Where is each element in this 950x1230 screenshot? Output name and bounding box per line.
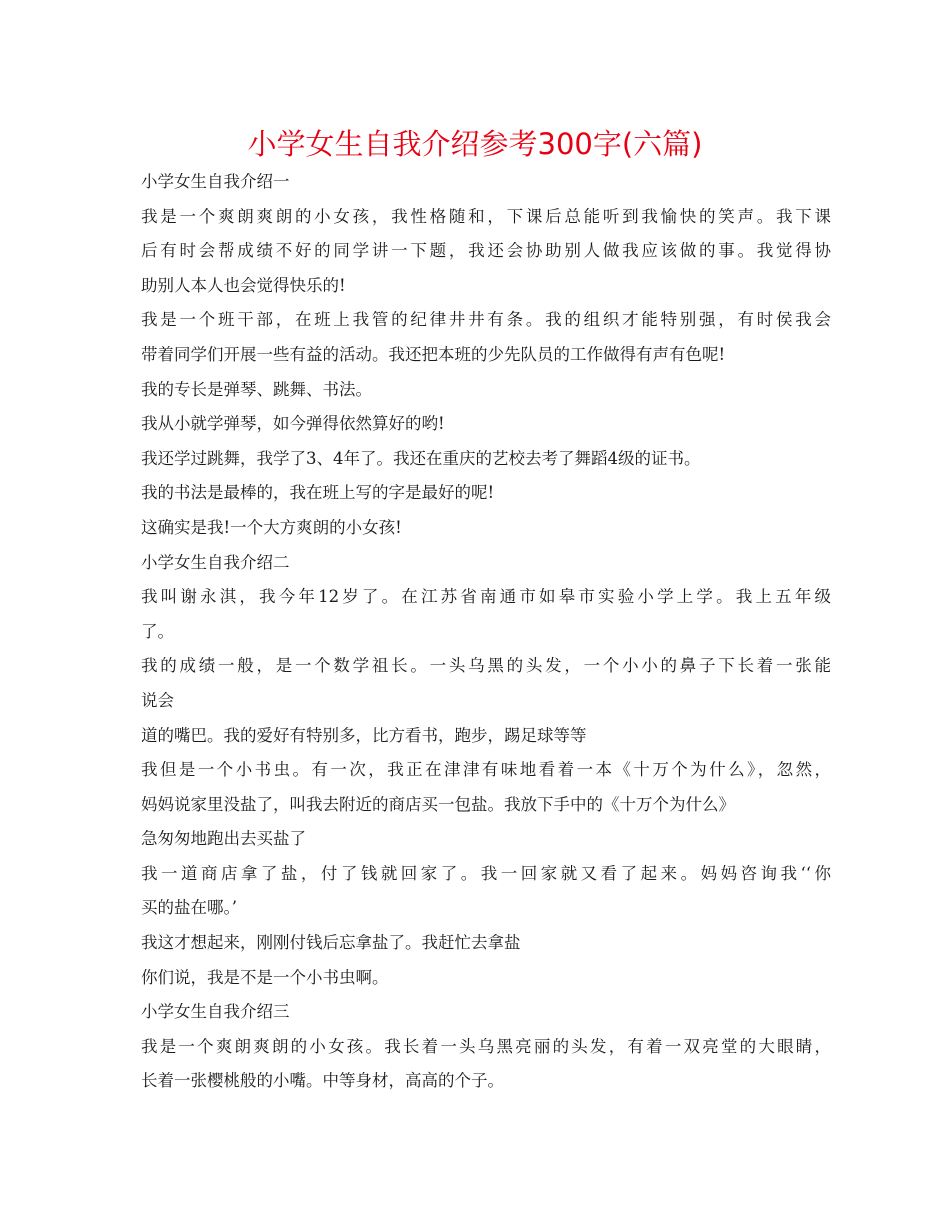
paragraph-line: 急匆匆地跑出去买盐了 bbox=[141, 829, 306, 849]
document-body bbox=[141, 165, 831, 1099]
paragraph-line: 我一道商店拿了盐，付了钱就回家了。我一回家就又看了起来。妈妈咨询我‘‘你 bbox=[141, 863, 831, 883]
paragraph-line: 了。 bbox=[141, 621, 174, 641]
paragraph-line: 这确实是我!一个大方爽朗的小女孩! bbox=[141, 517, 402, 537]
paragraph-line: 买的盐在哪。’ bbox=[141, 898, 237, 918]
document-title: 小学女生自我介绍参考300字(六篇) bbox=[247, 127, 703, 161]
paragraph-line: 后有时会帮成绩不好的同学讲一下题，我还会协助别人做我应该做的事。我觉得协 bbox=[141, 241, 831, 261]
paragraph-line: 助别人本人也会觉得快乐的! bbox=[141, 275, 346, 295]
paragraph-line: 你们说，我是不是一个小书虫啊。 bbox=[141, 967, 389, 987]
paragraph-line: 我是一个爽朗爽朗的小女孩，我性格随和，下课后总能听到我愉快的笑声。我下课 bbox=[141, 206, 831, 226]
paragraph-line: 我这才想起来，刚刚付钱后忘拿盐了。我赶忙去拿盐 bbox=[141, 933, 521, 953]
paragraph-line: 我是一个班干部，在班上我管的纪律井井有条。我的组织才能特别强，有时侯我会 bbox=[141, 310, 831, 330]
paragraph-line: 我的成绩一般，是一个数学祖长。一头乌黑的头发，一个小小的鼻子下长着一张能 bbox=[141, 656, 831, 676]
paragraph-line: 我从小就学弹琴，如今弹得依然算好的哟! bbox=[141, 414, 445, 434]
paragraph-line: 我是一个爽朗爽朗的小女孩。我长着一头乌黑亮丽的头发，有着一双亮堂的大眼睛， bbox=[141, 1036, 831, 1056]
section-heading: 小学女生自我介绍一 bbox=[141, 172, 290, 191]
paragraph-line: 妈妈说家里没盐了，叫我去附近的商店买一包盐。我放下手中的《十万个为什么》 bbox=[141, 794, 735, 814]
paragraph-line: 长着一张樱桃般的小嘴。中等身材，高高的个子。 bbox=[141, 1071, 504, 1091]
paragraph-line: 我还学过跳舞，我学了3、4年了。我还在重庆的艺校去考了舞蹈4级的证书。 bbox=[141, 448, 701, 468]
paragraph-line: 说会 bbox=[141, 690, 174, 710]
paragraph-line: 我但是一个小书虫。有一次，我正在津津有味地看着一本《十万个为什么》，忽然， bbox=[141, 760, 831, 780]
paragraph-line: 我的专长是弹琴、跳舞、书法。 bbox=[141, 379, 372, 399]
section-heading: 小学女生自我介绍二 bbox=[141, 552, 290, 572]
paragraph-line: 我叫谢永淇，我今年12岁了。在江苏省南通市如皋市实验小学上学。我上五年级 bbox=[141, 587, 831, 607]
paragraph-line: 带着同学们开展一些有益的活动。我还把本班的少先队员的工作做得有声有色呢! bbox=[141, 344, 726, 364]
paragraph-line: 我的书法是最棒的，我在班上写的字是最好的呢! bbox=[141, 483, 495, 503]
paragraph-line: 道的嘴巴。我的爱好有特别多，比方看书，跑步，踢足球等等 bbox=[141, 725, 587, 745]
section-heading: 小学女生自我介绍三 bbox=[141, 1002, 290, 1022]
